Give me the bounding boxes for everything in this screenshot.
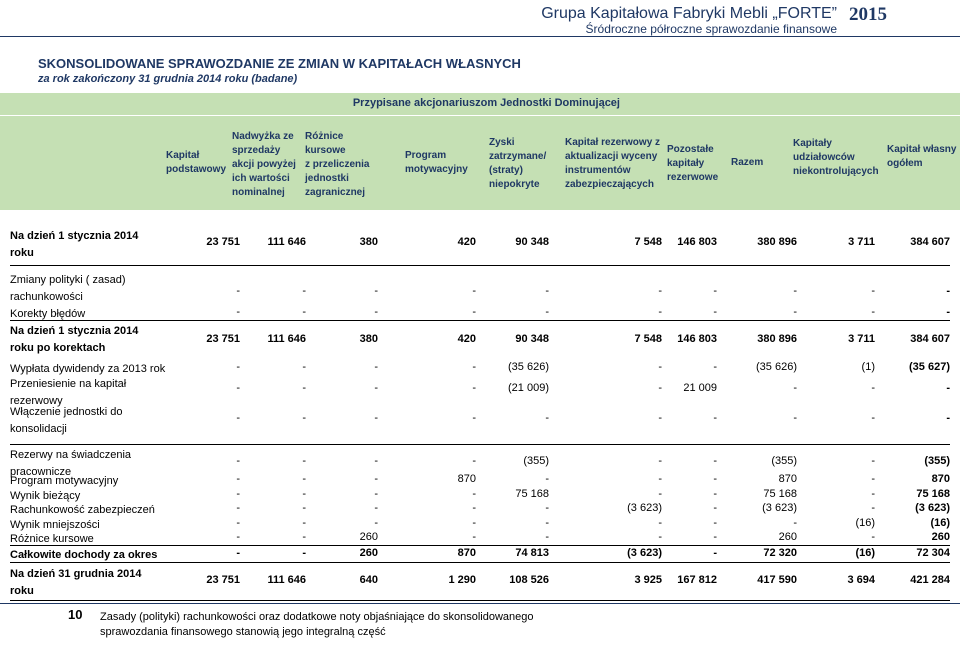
- row-label: [10, 404, 123, 438]
- row-label-line: Przeniesienie na kapitał: [10, 378, 127, 390]
- table-cell: -: [545, 306, 549, 318]
- table-cell: -: [374, 455, 378, 467]
- column-header-line: jednostki: [305, 173, 349, 184]
- table-cell: -: [871, 306, 875, 318]
- table-cell: 3 694: [847, 574, 875, 586]
- table-cell: -: [472, 502, 476, 514]
- table-cell: 74 813: [515, 547, 549, 559]
- table-cell: -: [374, 285, 378, 297]
- table-cell: 380: [359, 236, 378, 248]
- table-cell: -: [236, 382, 240, 394]
- table-cell: 146 803: [677, 236, 717, 248]
- row-divider: [10, 265, 950, 266]
- table-cell: (3 623): [762, 502, 797, 514]
- column-header-line: akcji powyżej: [232, 159, 296, 170]
- table-cell: -: [236, 517, 240, 529]
- row-label-line: roku: [10, 247, 34, 259]
- table-cell: 75 168: [763, 488, 797, 500]
- table-cell: 3 925: [634, 574, 662, 586]
- table-cell: -: [545, 412, 549, 424]
- table-cell: -: [302, 412, 306, 424]
- row-label-line: roku po korektach: [10, 342, 106, 354]
- table-cell: 167 812: [677, 574, 717, 586]
- table-cell: -: [713, 502, 717, 514]
- table-cell: 640: [359, 574, 378, 586]
- table-cell: 72 304: [916, 547, 950, 559]
- table-cell: -: [302, 531, 306, 543]
- column-header-line: Kapitał rezerwowy z: [565, 137, 661, 148]
- report-subtitle: Śródroczne półroczne sprawozdanie finansowe: [585, 22, 837, 36]
- table-cell: -: [236, 531, 240, 543]
- table-cell: 7 548: [634, 236, 662, 248]
- column-header-line: Pozostałe: [667, 144, 714, 155]
- table-cell: 75 168: [515, 488, 549, 500]
- table-cell: -: [871, 488, 875, 500]
- table-cell: 420: [457, 236, 476, 248]
- table-cell: -: [946, 382, 950, 394]
- column-header-line: podstawowy: [166, 164, 227, 175]
- column-header-line: Kapitał: [166, 150, 200, 161]
- row-label-line: roku: [10, 585, 34, 597]
- table-cell: -: [236, 488, 240, 500]
- table-cell: -: [946, 285, 950, 297]
- row-label-line: Program motywacyjny: [10, 475, 119, 487]
- table-cell: 111 646: [267, 333, 306, 345]
- table-cell: 384 607: [910, 236, 950, 248]
- column-header-line: Razem: [731, 157, 764, 168]
- column-header-line: motywacyjny: [405, 164, 468, 175]
- table-cell: -: [658, 517, 662, 529]
- column-header-line: Zyski: [489, 137, 515, 148]
- row-label: [10, 323, 138, 357]
- table-cell: -: [374, 412, 378, 424]
- table-cell: -: [472, 412, 476, 424]
- column-header: [166, 149, 226, 177]
- table-cell: (16): [930, 517, 950, 529]
- table-cell: 260: [931, 531, 950, 543]
- column-header-line: nominalnej: [232, 187, 285, 198]
- column-header-line: Nadwyżka ze: [232, 131, 294, 142]
- table-cell: 260: [359, 531, 378, 543]
- table-cell: -: [302, 285, 306, 297]
- table-cell: -: [871, 412, 875, 424]
- table-cell: -: [302, 547, 306, 559]
- table-cell: -: [472, 455, 476, 467]
- table-cell: 420: [457, 333, 476, 345]
- table-cell: -: [871, 531, 875, 543]
- row-divider: [10, 600, 950, 601]
- row-label-line: Rachunkowość zabezpieczeń: [10, 504, 155, 516]
- column-header-line: rezerwowe: [667, 172, 719, 183]
- table-cell: -: [374, 502, 378, 514]
- page-number: 10: [68, 607, 83, 622]
- table-cell: -: [472, 285, 476, 297]
- table-cell: 260: [778, 531, 797, 543]
- table-cell: 108 526: [509, 574, 549, 586]
- company-name: Grupa Kapitałowa Fabryki Mebli „FORTE”: [541, 5, 837, 22]
- table-cell: -: [658, 488, 662, 500]
- table-cell: (16): [855, 547, 875, 559]
- table-cell: -: [472, 361, 476, 373]
- table-cell: 384 607: [910, 333, 950, 345]
- table-cell: -: [236, 361, 240, 373]
- table-cell: 90 348: [515, 236, 549, 248]
- row-label-line: Całkowite dochody za okres: [10, 549, 158, 561]
- table-cell: -: [658, 285, 662, 297]
- table-cell: -: [374, 382, 378, 394]
- table-cell: -: [793, 382, 797, 394]
- table-cell: -: [658, 306, 662, 318]
- table-cell: -: [472, 306, 476, 318]
- table-cell: -: [713, 531, 717, 543]
- table-cell: -: [658, 473, 662, 485]
- table-cell: 260: [359, 547, 378, 559]
- table-cell: -: [472, 531, 476, 543]
- table-cell: -: [302, 382, 306, 394]
- report-header: [541, 2, 960, 36]
- table-cell: (355): [523, 455, 549, 467]
- table-cell: -: [236, 502, 240, 514]
- column-header-line: z przeliczenia: [305, 159, 370, 170]
- column-header: [565, 136, 660, 192]
- column-header-line: Kapitały: [793, 138, 832, 149]
- table-cell: 870: [778, 473, 797, 485]
- table-cell: -: [236, 455, 240, 467]
- table-cell: -: [946, 412, 950, 424]
- table-cell: 72 320: [763, 547, 797, 559]
- table-cell: -: [236, 306, 240, 318]
- table-cell: -: [871, 502, 875, 514]
- row-label-line: pracownicze: [10, 466, 72, 478]
- row-label: [10, 566, 141, 600]
- table-cell: -: [713, 473, 717, 485]
- row-label-line: Wypłata dywidendy za 2013 rok: [10, 363, 166, 375]
- table-cell: -: [658, 382, 662, 394]
- column-header: [405, 149, 468, 177]
- table-cell: -: [374, 473, 378, 485]
- table-cell: (355): [771, 455, 797, 467]
- table-cell: (355): [924, 455, 950, 467]
- table-cell: 1 290: [448, 574, 476, 586]
- table-cell: (35 626): [508, 361, 549, 373]
- table-cell: -: [713, 547, 717, 559]
- table-cell: -: [302, 517, 306, 529]
- table-cell: -: [472, 517, 476, 529]
- table-cell: -: [713, 455, 717, 467]
- column-header: [305, 130, 369, 200]
- table-cell: -: [658, 361, 662, 373]
- row-label-line: Rezerwy na świadczenia: [10, 449, 132, 461]
- column-header-line: ich wartości: [232, 173, 290, 184]
- row-label: [10, 272, 126, 306]
- table-cell: -: [236, 285, 240, 297]
- column-header-line: zatrzymane/: [489, 151, 547, 162]
- table-cell: -: [713, 488, 717, 500]
- row-divider: [10, 562, 950, 563]
- table-cell: -: [793, 412, 797, 424]
- table-cell: (35 626): [756, 361, 797, 373]
- table-cell: -: [302, 473, 306, 485]
- table-cell: -: [713, 361, 717, 373]
- column-header-line: Program: [405, 150, 447, 161]
- table-cell: -: [545, 285, 549, 297]
- table-cell: -: [374, 517, 378, 529]
- row-label-line: Na dzień 1 stycznia 2014: [10, 230, 139, 242]
- column-header-line: niepokryte: [489, 179, 540, 190]
- table-cell: 380 896: [757, 333, 797, 345]
- table-cell: -: [793, 517, 797, 529]
- table-cell: 23 751: [206, 236, 240, 248]
- table-cell: (3 623): [627, 547, 662, 559]
- table-cell: -: [302, 306, 306, 318]
- table-cell: -: [658, 412, 662, 424]
- column-header-line: zabezpieczających: [565, 179, 654, 190]
- table-cell: -: [472, 488, 476, 500]
- table-cell: (21 009): [508, 382, 549, 394]
- table-cell: -: [545, 517, 549, 529]
- table-cell: -: [472, 382, 476, 394]
- footer-rule: [0, 603, 960, 604]
- page-title: SKONSOLIDOWANE SPRAWOZDANIE ZE ZMIAN W KAPITAŁACH WŁASNYCH: [38, 56, 521, 71]
- footer-note: Zasady (polityki) rachunkowości oraz dodatkowe noty objaśniające do skonsolidowanego sprawozdania finansowego stanowią jego integralną część: [100, 611, 534, 638]
- column-header-line: Kapitał własny: [887, 144, 957, 155]
- table-cell: 75 168: [916, 488, 950, 500]
- column-header-line: Różnice: [305, 131, 344, 142]
- table-cell: -: [713, 412, 717, 424]
- page-subtitle: za rok zakończony 31 grudnia 2014 roku (badane): [38, 73, 298, 85]
- table-cell: -: [793, 306, 797, 318]
- column-header: [232, 130, 296, 200]
- table-cell: 380 896: [757, 236, 797, 248]
- table-cell: -: [871, 382, 875, 394]
- table-cell: 23 751: [206, 574, 240, 586]
- table-cell: 146 803: [677, 333, 717, 345]
- table-cell: 417 590: [757, 574, 797, 586]
- row-label-line: Na dzień 1 stycznia 2014: [10, 325, 139, 337]
- table-cell: 870: [457, 473, 476, 485]
- table-cell: 111 646: [267, 236, 306, 248]
- table-cell: -: [302, 361, 306, 373]
- table-cell: 7 548: [634, 333, 662, 345]
- table-cell: 870: [457, 547, 476, 559]
- table-cell: -: [236, 547, 240, 559]
- table-cell: -: [545, 502, 549, 514]
- table-cell: -: [302, 488, 306, 500]
- table-cell: 90 348: [515, 333, 549, 345]
- table-cell: (3 623): [915, 502, 950, 514]
- row-label-line: konsolidacji: [10, 423, 67, 435]
- table-cell: -: [374, 306, 378, 318]
- row-label-line: rezerwowy: [10, 395, 63, 407]
- table-cell: 21 009: [683, 382, 717, 394]
- table-cell: -: [374, 488, 378, 500]
- table-cell: 3 711: [848, 333, 875, 345]
- table-cell: -: [871, 285, 875, 297]
- row-label-line: Wynik mniejszości: [10, 519, 100, 531]
- attribution-label: Przypisane akcjonariuszom Jednostki Dominującej: [352, 97, 620, 109]
- header-rule: [0, 36, 960, 37]
- column-header-line: (straty): [489, 165, 523, 176]
- row-label-line: Korekty błędów: [10, 308, 86, 320]
- column-header: [667, 143, 718, 185]
- table-cell: -: [793, 285, 797, 297]
- column-header-line: ogółem: [887, 158, 923, 169]
- table-cell: (35 627): [909, 361, 950, 373]
- table-cell: -: [236, 473, 240, 485]
- table-cell: 421 284: [910, 574, 950, 586]
- table-cell: -: [658, 455, 662, 467]
- attribution-band: [0, 93, 960, 115]
- column-header: [793, 137, 879, 179]
- table-cell: -: [871, 473, 875, 485]
- row-label: [10, 228, 138, 262]
- table-cell: (3 623): [627, 502, 662, 514]
- table-cell: 3 711: [848, 236, 875, 248]
- table-cell: 380: [359, 333, 378, 345]
- row-label-line: Różnice kursowe: [10, 533, 94, 545]
- table-cell: 111 646: [267, 574, 306, 586]
- table-cell: -: [871, 455, 875, 467]
- table-cell: -: [713, 285, 717, 297]
- column-header-line: instrumentów: [565, 165, 631, 176]
- row-label-line: Wynik bieżący: [10, 490, 81, 502]
- table-cell: -: [302, 502, 306, 514]
- column-header: [489, 136, 546, 192]
- row-label-line: rachunkowości: [10, 291, 83, 303]
- table-cell: -: [302, 455, 306, 467]
- table-cell: -: [545, 531, 549, 543]
- table-cell: -: [713, 517, 717, 529]
- column-header: [731, 156, 763, 170]
- column-header-line: zagranicznej: [305, 187, 366, 198]
- row-divider: [10, 444, 950, 445]
- table-cell: -: [713, 306, 717, 318]
- row-divider: [10, 545, 950, 546]
- table-cell: 23 751: [206, 333, 240, 345]
- column-header-line: kursowe: [305, 145, 346, 156]
- table-cell: (16): [855, 517, 875, 529]
- report-year: 2015: [849, 4, 887, 25]
- table-cell: -: [374, 361, 378, 373]
- row-divider: [10, 320, 950, 321]
- column-header: [887, 143, 956, 171]
- table-cell: 870: [931, 473, 950, 485]
- column-header-line: sprzedaży: [232, 145, 281, 156]
- table-cell: (1): [861, 361, 875, 373]
- row-label-line: Na dzień 31 grudnia 2014: [10, 568, 142, 580]
- column-header-line: udziałowców: [793, 152, 855, 163]
- table-cell: -: [545, 473, 549, 485]
- table-cell: -: [236, 412, 240, 424]
- row-label-line: Włączenie jednostki do: [10, 406, 123, 418]
- column-header-line: niekontrolujących: [793, 166, 879, 177]
- table-cell: -: [658, 531, 662, 543]
- row-label-line: Zmiany polityki ( zasad): [10, 274, 126, 286]
- column-header-line: aktualizacji wyceny: [565, 151, 658, 162]
- table-cell: -: [946, 306, 950, 318]
- column-header-line: kapitały: [667, 158, 705, 169]
